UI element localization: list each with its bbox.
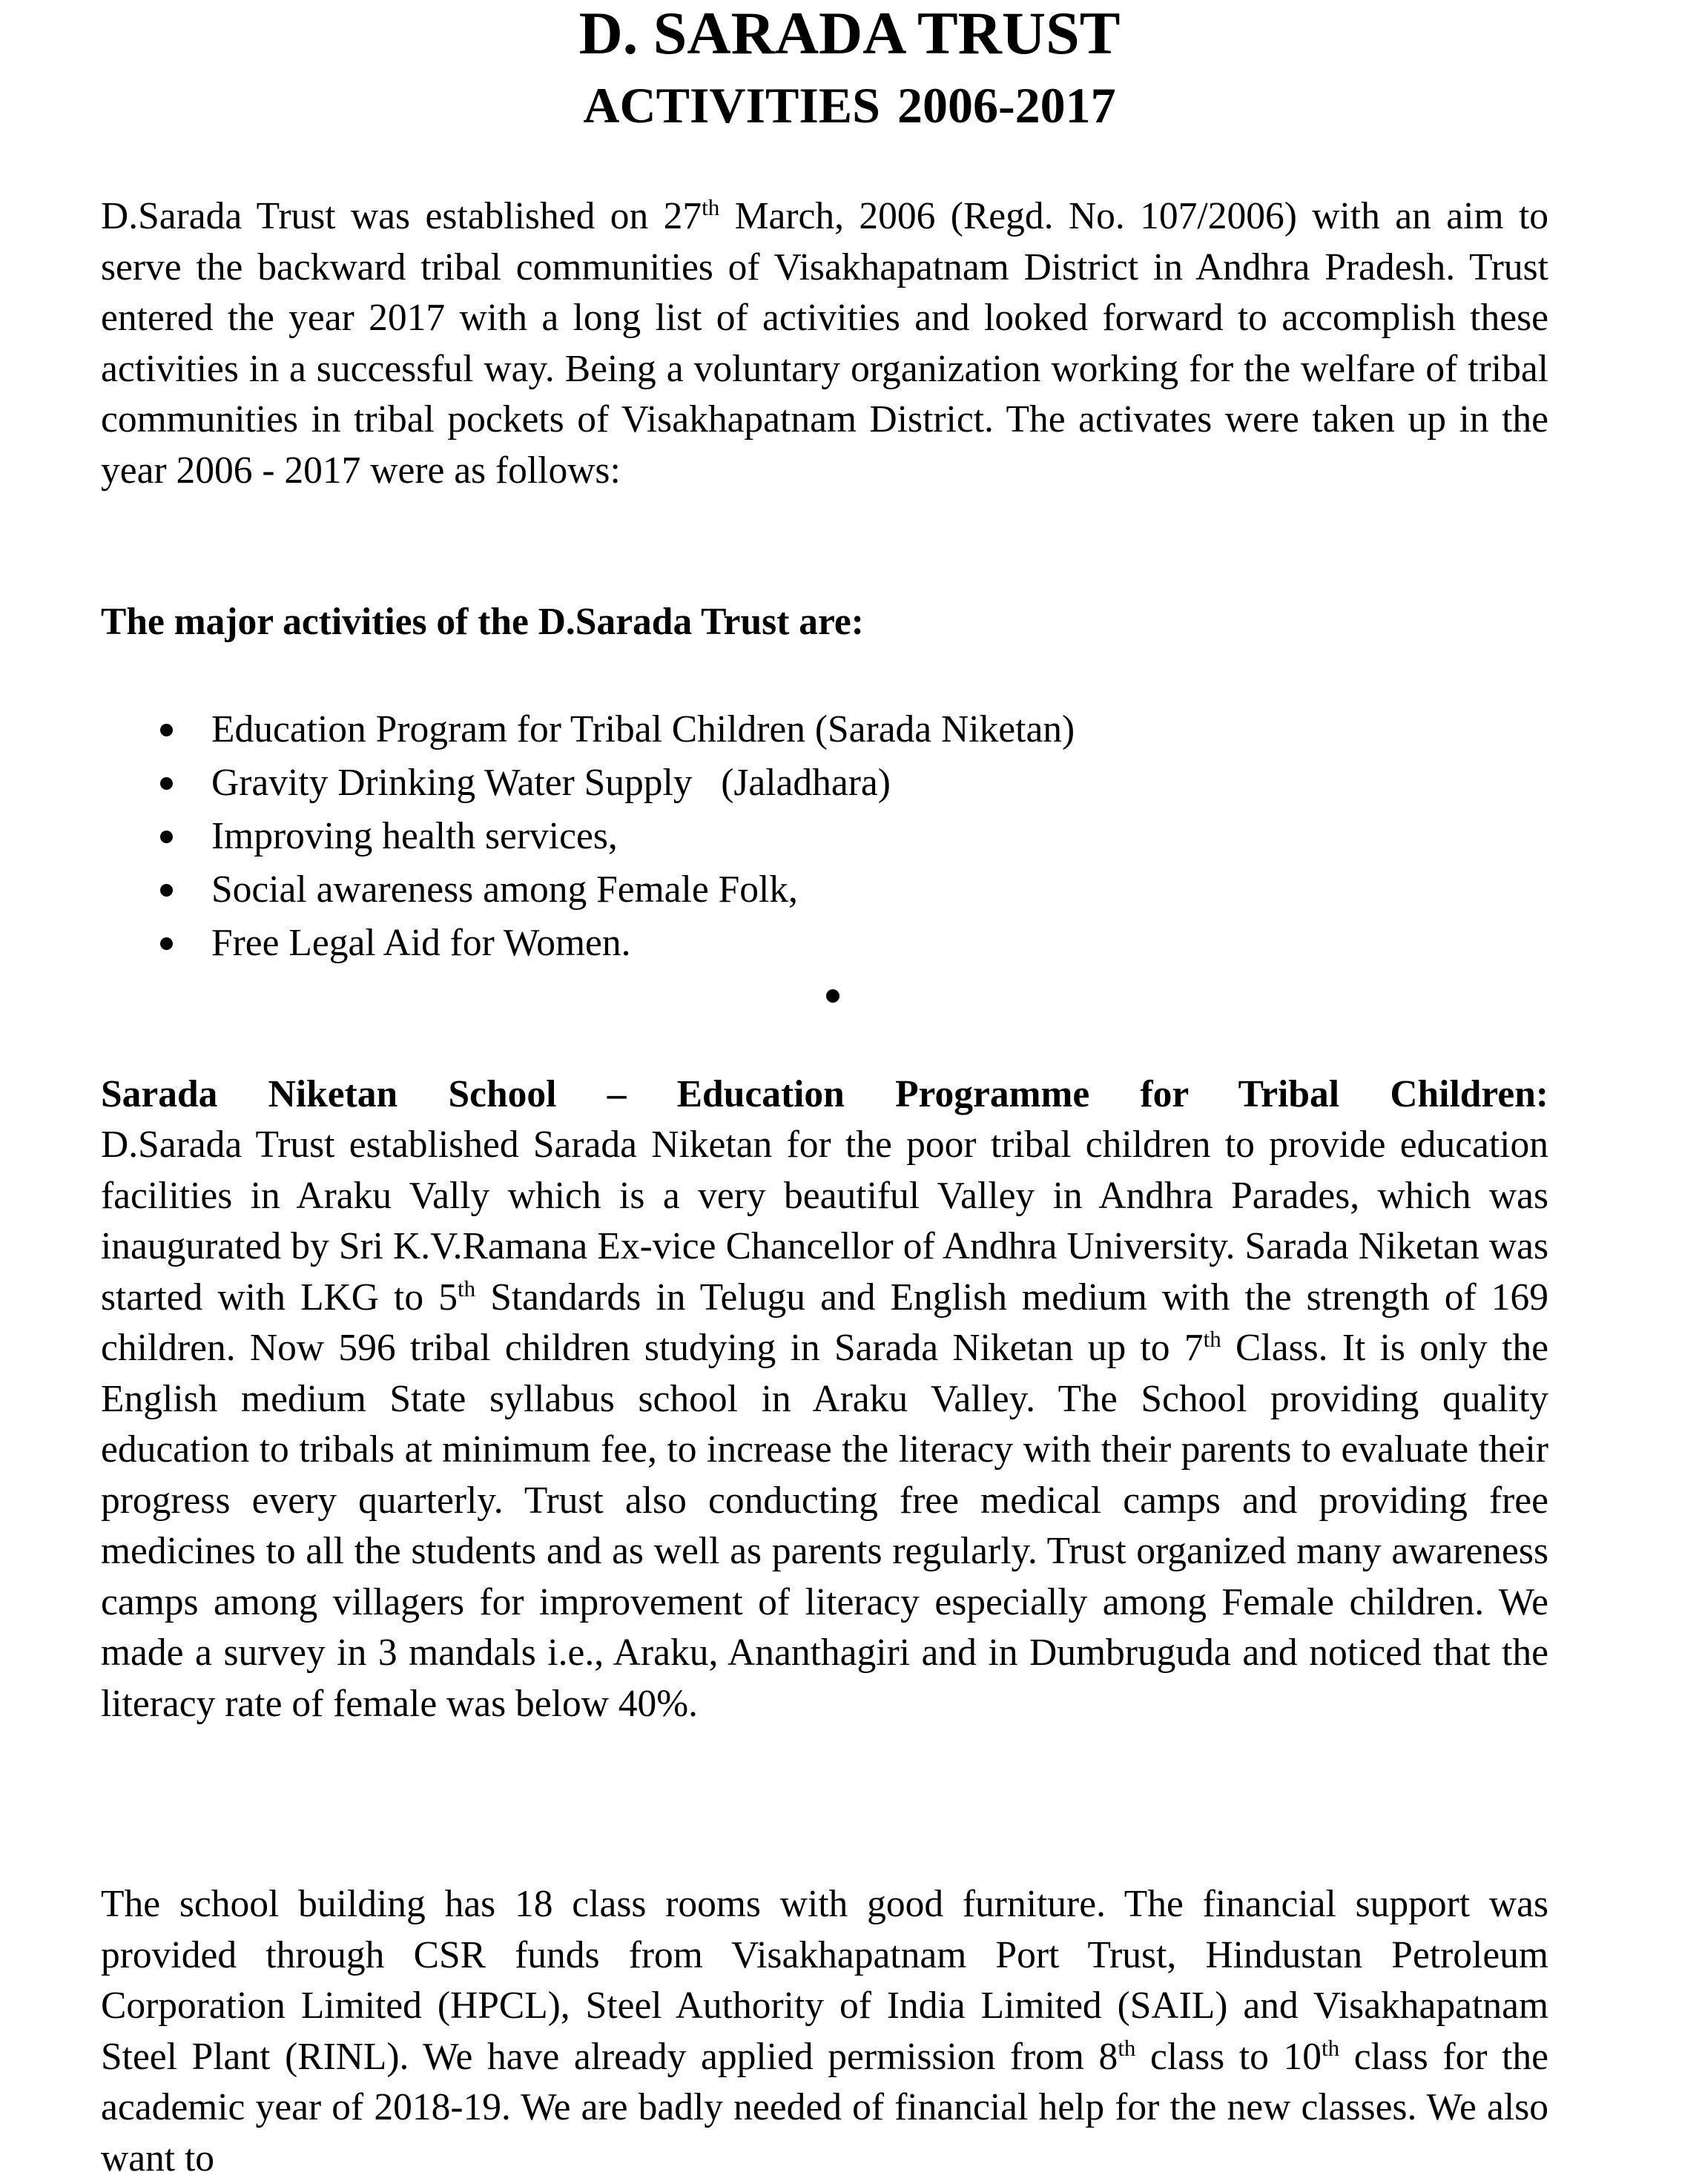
bullet-icon [160, 884, 173, 897]
bullet-icon [160, 724, 173, 736]
document-title: D. SARADA TRUST [578, 0, 1121, 67]
intro-text-continued: March, 2006 (Regd. No. 107/2006) with an aim to serve the backward tribal communities of Visakhapatnam District in Andhra Pradesh. Trust entered the year 2017 with a long list of activities and looked forward to accomplish these activities in a successful way. Being a voluntary organization working for the welfare of tribal communities in tribal pockets of Visakhapatnam District. The activates were taken up in the year 2006 - 2017 were as follows: [101, 195, 1548, 492]
niketan-text-end: Class. It is only the English medium State syllabus school in Araku Valley. The School providing quality education to tribals at minimum fee, to increase the literacy with their parents to evaluate their progress every quarterly. Trust also conducting free medical camps and providing free medicines to all the students and as well as parents regularly. Trust organized many awareness camps among villagers for improvement of literacy especially among Female children. We made a survey in 3 mandals i.e., Araku, Ananthagiri and in Dumbruguda and noticed that the literacy rate of female was below 40%. [101, 1327, 1549, 1725]
list-item-label: Education Program for Tribal Children (Sarada Niketan) [211, 708, 1075, 750]
list-item [0, 756, 1075, 810]
list-item [0, 863, 1075, 917]
niketan-text-continued: Standards in Telugu and English medium with the strength of 169 children. Now 596 tribal children studying in Sarada Niketan up to 7 [101, 1276, 1548, 1369]
niketan-superscript: th [1203, 1326, 1221, 1352]
building-text-continued: class to 10 [1135, 2035, 1322, 2078]
niketan-paragraph [101, 1120, 1548, 1729]
building-text: The school building has 18 class rooms with good furniture. The financial support was provided through CSR funds from Visakhapatnam Port Trust, Hindustan Petroleum Corporation Limited (HPCL), Steel Authority of India Limited (SAIL) and Visakhapatnam Steel Plant (RINL). We have already applied permission from 8 [101, 1883, 1548, 2078]
niketan-text: D.Sarada Trust established Sarada Niketan for the poor tribal children to provide education facilities in Araku Vally which is a very beautiful Valley in Andhra Parades, which was inaugurated by Sri K.V.Ramana Ex-vice Chancellor of Andhra University. Sarada Niketan was started with LKG to 5 [101, 1124, 1548, 1319]
list-item [0, 810, 1075, 863]
major-activities-heading: The major activities of the D.Sarada Trust are: [101, 601, 864, 643]
intro-superscript: th [702, 194, 720, 220]
list-item-label: Free Legal Aid for Women. [211, 922, 631, 964]
niketan-superscript: th [457, 1275, 476, 1302]
document-subtitle: ACTIVITIES 2006-2017 [583, 77, 1116, 133]
list-item-label: Social awareness among Female Folk, [211, 868, 798, 911]
bullet-icon [160, 937, 173, 950]
list-item-label: Improving health services, [211, 815, 618, 857]
bullet-icon [160, 777, 173, 790]
intro-paragraph [101, 191, 1548, 496]
building-text-end: class for the academic year of 2018-19. We are badly needed of financial help for the new classes. We also want to [101, 2035, 1548, 2180]
empty-bullet-icon [826, 989, 839, 1003]
intro-text: D.Sarada Trust was established on 27 [101, 195, 702, 237]
building-superscript: th [1118, 2034, 1136, 2061]
building-paragraph [101, 1879, 1548, 2184]
major-activities-list [0, 703, 1075, 970]
list-item [0, 703, 1075, 756]
list-item-label: Gravity Drinking Water Supply (Jaladhara) [211, 762, 891, 804]
bullet-icon [160, 831, 173, 843]
list-item [0, 917, 1075, 970]
niketan-heading: Sarada Niketan School – Education Programme for Tribal Children: [101, 1073, 1548, 1115]
building-superscript: th [1321, 2034, 1340, 2061]
